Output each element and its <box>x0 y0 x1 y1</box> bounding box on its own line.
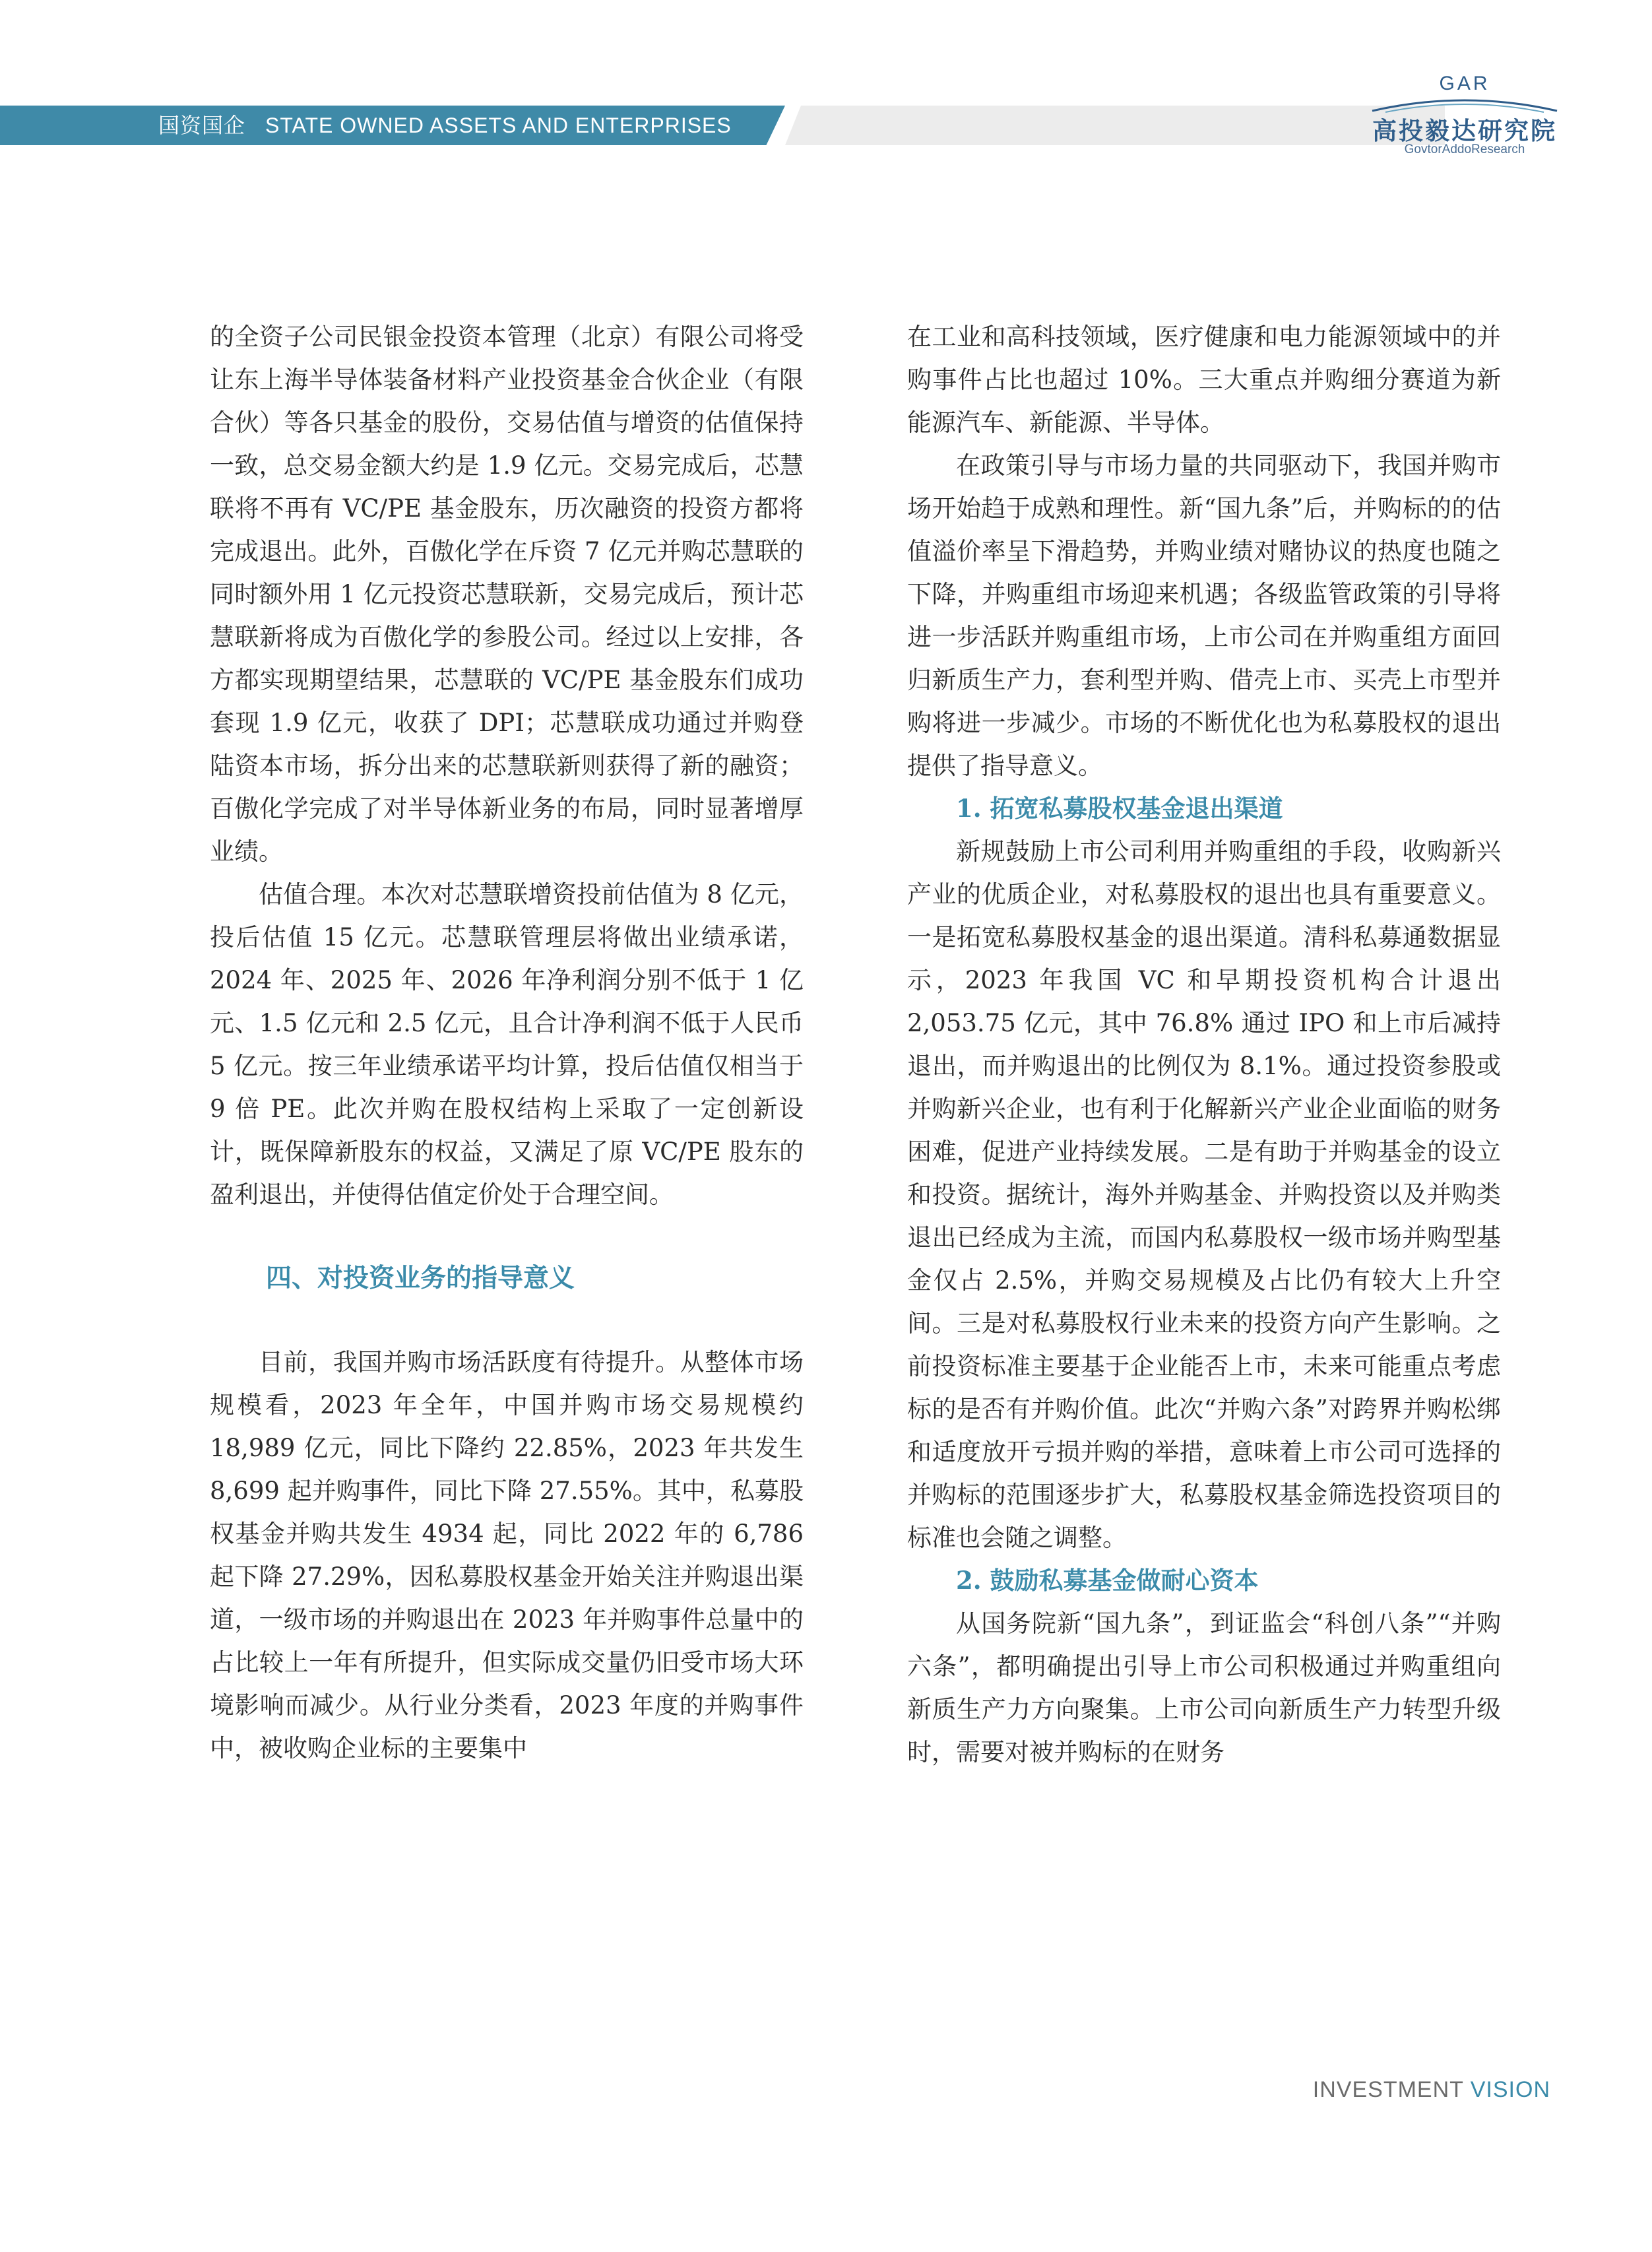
logo-name-en: GovtorAddoResearch <box>1404 143 1525 156</box>
paragraph: 在政策引导与市场力量的共同驱动下，我国并购市场开始趋于成熟和理性。新“国九条”后，并购标的的估值溢价率呈下滑趋势，并购业绩对赌协议的热度也随之下降，并购重组市场迎来机遇；各级监管政策的引导将进一步活跃并购重组市场，上市公司在并购重组方面回归新质生产力，套利型并购、借壳上市、买壳上市型并购将进一步减少。市场的不断优化也为私募股权的退出提供了指导意义。 <box>907 451 1501 780</box>
paragraph: 的全资子公司民银金投资本管理（北京）有限公司将受让东上海半导体装备材料产业投资基金合伙企业（有限合伙）等各只基金的股份，交易估值与增资的估值保持一致，总交易金额大约是 1.9 亿元。交易完成后，芯慧联将不再有 VC/PE 基金股东，历次融资的投资方都将完成退出。此外，百傲化学在斥资 7 亿元并购芯慧联的同时额外用 1 亿元投资芯慧联新，交易完成后，预计芯慧联新将成为百傲化学的参股公司。经过以上安排，各方都实现期望结果，芯慧联的 VC/PE 基金股东们成功套现 1.9 亿元，收获了 DPI；芯慧联成功通过并购登陆资本市场，拆分出来的芯慧联新则获得了新的融资；百傲化学完成了对半导体新业务的布局，同时显著增厚业绩。 <box>210 323 804 866</box>
logo-abbr: GAR <box>1439 73 1490 94</box>
left-column <box>210 315 804 1770</box>
footer-word-investment: INVESTMENT <box>1312 2077 1464 2102</box>
paragraph: 在工业和高科技领域，医疗健康和电力能源领域中的并购事件占比也超过 10%。三大重点并购细分赛道为新能源汽车、新能源、半导体。 <box>907 323 1501 437</box>
subheading: 2. 鼓励私募基金做耐心资本 <box>956 1566 1259 1595</box>
footer-brand <box>1306 2077 1550 2103</box>
section-header <box>158 106 732 145</box>
logo-name-cn: 高投毅达研究院 <box>1372 117 1557 145</box>
paragraph: 从国务院新“国九条”，到证监会“科创八条”“并购六条”，都明确提出引导上市公司积极通过并购重组向新质生产力方向聚集。上市公司向新质生产力转型升级时，需要对被并购标的在财务 <box>907 1609 1501 1766</box>
section-title-en: STATE OWNED ASSETS AND ENTERPRISES <box>265 113 732 137</box>
footer-word-vision: VISION <box>1470 2077 1550 2102</box>
paragraph: 目前，我国并购市场活跃度有待提升。从整体市场规模看，2023 年全年，中国并购市场交易规模约 18,989 亿元，同比下降约 22.85%，2023 年共发生 8,699 起并购事件，同比下降 27.55%。其中，私募股权基金并购共发生 4934 起，同比 2022 年的 6,786 起下降 27.29%，因私募股权基金开始关注并购退出渠道，一级市场的并购退出在 2023 年并购事件总量中的占比较上一年有所提升，但实际成交量仍旧受市场大环境影响而减少。从行业分类看，2023 年度的并购事件中，被收购企业标的主要集中 <box>210 1348 804 1762</box>
section-heading: 四、对投资业务的指导意义 <box>266 1264 575 1293</box>
logo <box>1356 73 1573 165</box>
right-column <box>907 315 1501 1774</box>
section-title-cn: 国资国企 <box>158 113 246 137</box>
paragraph: 估值合理。本次对芯慧联增资投前估值为 8 亿元，投后估值 15 亿元。芯慧联管理层将做出业绩承诺，2024 年、2025 年、2026 年净利润分别不低于 1 亿元、1.5 亿元和 2.5 亿元，且合计净利润不低于人民币 5 亿元。按三年业绩承诺平均计算，投后估值仅相当于 9 倍 PE。此次并购在股权结构上采取了一定创新设计，既保障新股东的权益，又满足了原 VC/PE 股东的盈利退出，并使得估值定价处于合理空间。 <box>210 880 804 1209</box>
subheading: 1. 拓宽私募股权基金退出渠道 <box>956 794 1283 823</box>
header-band-grey <box>785 106 1445 145</box>
paragraph: 新规鼓励上市公司利用并购重组的手段，收购新兴产业的优质企业，对私募股权的退出也具有重要意义。一是拓宽私募股权基金的退出渠道。清科私募通数据显示，2023 年我国 VC 和早期投资机构合计退出 2,053.75 亿元，其中 76.8% 通过 IPO 和上市后减持退出，而并购退出的比例仅为 8.1%。通过投资参股或并购新兴企业，也有利于化解新兴产业企业面临的财务困难，促进产业持续发展。二是有助于并购基金的设立和投资。据统计，海外并购基金、并购投资以及并购类退出已经成为主流，而国内私募股权一级市场并购型基金仅占 2.5%，并购交易规模及占比仍有较大上升空间。三是对私募股权行业未来的投资方向产生影响。之前投资标准主要基于企业能否上市，未来可能重点考虑标的是否有并购价值。此次“并购六条”对跨界并购松绑和适度放开亏损并购的举措，意味着上市公司可选择的并购标的范围逐步扩大，私募股权基金筛选投资项目的标准也会随之调整。 <box>907 837 1501 1552</box>
